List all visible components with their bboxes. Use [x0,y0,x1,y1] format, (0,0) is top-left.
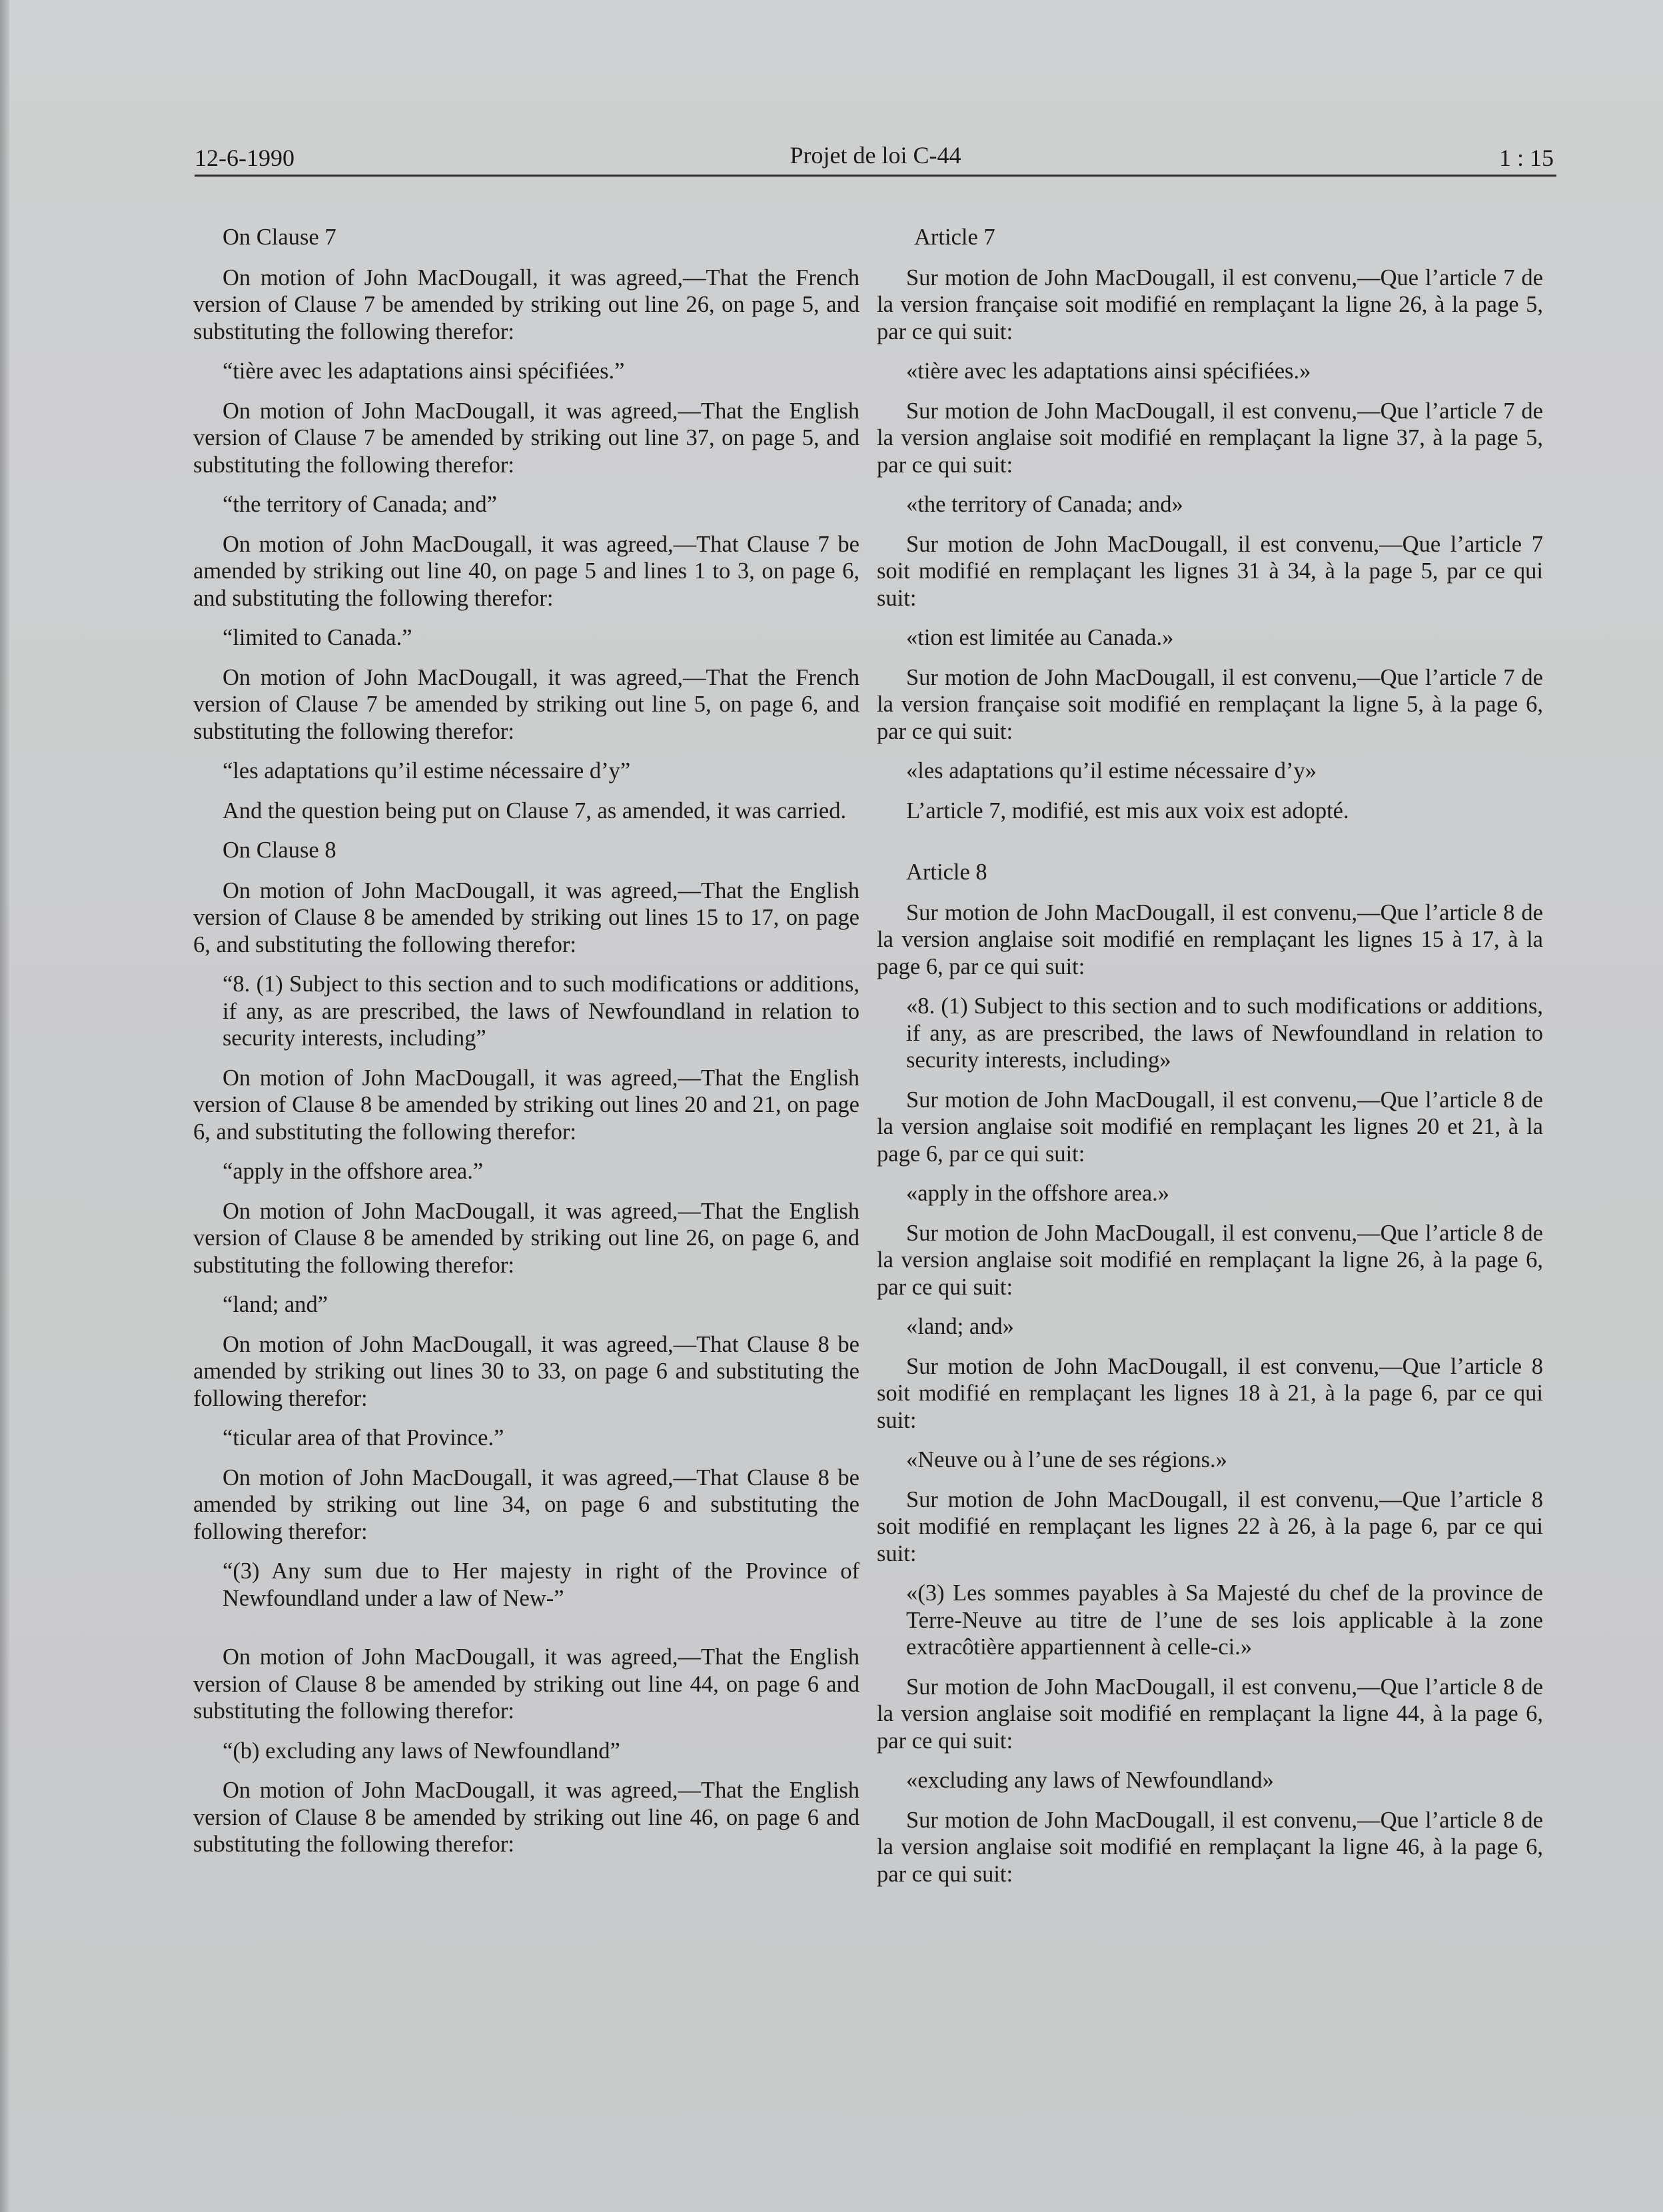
motion-paragraph: Sur motion de John MacDougall, il est convenu,—Que l’article 7 de la version française soit modifié en remplaçant la ligne 26, à la page 5, par ce qui suit: [877,265,1543,344]
vote-result: L’article 7, modifié, est mis aux voix est adopté. [906,798,1349,824]
amendment-text: «Neuve ou à l’une de ses régions.» [906,1447,1227,1472]
motion-paragraph: On motion of John MacDougall, it was agreed,—That Clause 8 be amended by striking out lines 30 to 33, on page 6 and substituting the following therefor: [193,1331,859,1411]
french-column [877,224,1543,1900]
amendment-text: «tière avec les adaptations ainsi spécifiées.» [906,358,1311,384]
motion-paragraph: On motion of John MacDougall, it was agreed,—That the English version of Clause 8 be amended by striking out lines 20 and 21, on page 6, and substituting the following therefor: [193,1065,859,1145]
motion-paragraph: On motion of John MacDougall, it was agreed,—That the English version of Clause 8 be amended by striking out line 26, on page 6, and substituting the following therefor: [193,1198,859,1278]
header-page-number: 1 : 15 [1498,145,1554,171]
motion-paragraph: On motion of John MacDougall, it was agreed,—That the French version of Clause 7 be amended by striking out line 5, on page 6, and substituting the following therefor: [193,664,859,744]
motion-paragraph: Sur motion de John MacDougall, il est convenu,—Que l’article 8 soit modifié en remplaçant les lignes 22 à 26, à la page 6, par ce qui suit: [877,1486,1543,1566]
motion-paragraph: Sur motion de John MacDougall, il est convenu,—Que l’article 8 de la version anglaise soit modifié en remplaçant les lignes 20 et 21, à la page 6, par ce qui suit: [877,1087,1543,1167]
amendment-text: “apply in the offshore area.” [223,1159,484,1184]
vote-result: And the question being put on Clause 7, as amended, it was carried. [223,798,847,824]
amendment-text: “limited to Canada.” [223,625,412,650]
clause-heading: On Clause 7 [223,225,336,250]
amendment-text: “tière avec les adaptations ainsi spécifiées.” [223,358,625,384]
amendment-text: “ticular area of that Province.” [223,1425,504,1450]
motion-paragraph: Sur motion de John MacDougall, il est convenu,—Que l’article 7 de la version française soit modifié en remplaçant la ligne 5, à la page 6, par ce qui suit: [877,664,1543,744]
amendment-text: «tion est limitée au Canada.» [906,625,1174,650]
amendment-text: “the territory of Canada; and” [223,492,497,517]
article-heading: Article 8 [906,859,987,885]
motion-paragraph: On motion of John MacDougall, it was agreed,—That Clause 7 be amended by striking out line 40, on page 5 and lines 1 to 3, on page 6, and substituting the following therefor: [193,531,859,611]
header-title: Projet de loi C-44 [790,142,961,169]
motion-paragraph: Sur motion de John MacDougall, il est convenu,—Que l’article 8 soit modifié en remplaçant les lignes 18 à 21, à la page 6, par ce qui suit: [877,1353,1543,1433]
amendment-text: “les adaptations qu’il estime nécessaire d’y” [223,758,631,784]
header-date: 12-6-1990 [195,145,294,171]
running-header [195,139,1556,173]
header-rule [195,175,1556,177]
amendment-text: «(3) Les sommes payables à Sa Majesté du chef de la province de Terre-Neuve au titre de l’une de ses lois applicable à la zone extracôtière appartiennent à celle-ci.» [906,1580,1543,1660]
motion-paragraph: On motion of John MacDougall, it was agreed,—That the French version of Clause 7 be amended by striking out line 26, on page 5, and substituting the following therefor: [193,265,859,344]
amendment-text: “land; and” [223,1292,328,1317]
amendment-text: «les adaptations qu’il estime nécessaire d’y» [906,758,1317,784]
page-binding-edge [0,0,9,2212]
motion-paragraph: Sur motion de John MacDougall, il est convenu,—Que l’article 8 de la version anglaise soit modifié en remplaçant les lignes 15 à 17, à la page 6, par ce qui suit: [877,899,1543,979]
amendment-text: “(b) excluding any laws of Newfoundland” [223,1738,620,1764]
amendment-text: “8. (1) Subject to this section and to such modifications or additions, if any, as are prescribed, the laws of Newfoundland in relation to security interests, including” [223,971,859,1051]
clause-heading: On Clause 8 [223,837,336,863]
motion-paragraph: Sur motion de John MacDougall, il est convenu,—Que l’article 8 de la version anglaise soit modifié en remplaçant la ligne 44, à la page 6, par ce qui suit: [877,1674,1543,1754]
motion-paragraph: On motion of John MacDougall, it was agreed,—That the English version of Clause 8 be amended by striking out line 46, on page 6 and substituting the following therefor: [193,1778,859,1857]
amendment-text: «the territory of Canada; and» [906,492,1183,517]
motion-paragraph: On motion of John MacDougall, it was agreed,—That Clause 8 be amended by striking out line 34, on page 6 and substituting the following therefor: [193,1464,859,1544]
motion-paragraph: Sur motion de John MacDougall, il est convenu,—Que l’article 7 soit modifié en remplaçant les lignes 31 à 34, à la page 5, par ce qui suit: [877,531,1543,611]
amendment-text: “(3) Any sum due to Her majesty in right of the Province of Newfoundland under a law of New-” [223,1558,859,1611]
motion-paragraph: On motion of John MacDougall, it was agreed,—That the English version of Clause 7 be amended by striking out line 37, on page 5, and substituting the following therefor: [193,398,859,478]
amendment-text: «land; and» [906,1314,1014,1339]
english-column [193,224,859,1871]
amendment-text: «apply in the offshore area.» [906,1181,1170,1206]
motion-paragraph: On motion of John MacDougall, it was agreed,—That the English version of Clause 8 be amended by striking out lines 15 to 17, on page 6, and substituting the following therefor: [193,877,859,957]
amendment-text: «8. (1) Subject to this section and to such modifications or additions, if any, as are prescribed, the laws of Newfoundland in relation to security interests, including» [906,993,1543,1073]
motion-paragraph: Sur motion de John MacDougall, il est convenu,—Que l’article 7 de la version anglaise soit modifié en remplaçant la ligne 37, à la page 5, par ce qui suit: [877,398,1543,478]
motion-paragraph: Sur motion de John MacDougall, il est convenu,—Que l’article 8 de la version anglaise soit modifié en remplaçant la ligne 26, à la page 6, par ce qui suit: [877,1220,1543,1300]
amendment-text: «excluding any laws of Newfoundland» [906,1768,1274,1793]
motion-paragraph: On motion of John MacDougall, it was agreed,—That the English version of Clause 8 be amended by striking out line 44, on page 6 and substituting the following therefor: [193,1644,859,1724]
article-heading: Article 7 [914,225,995,250]
motion-paragraph: Sur motion de John MacDougall, il est convenu,—Que l’article 8 de la version anglaise soit modifié en remplaçant la ligne 46, à la page 6, par ce qui suit: [877,1807,1543,1887]
